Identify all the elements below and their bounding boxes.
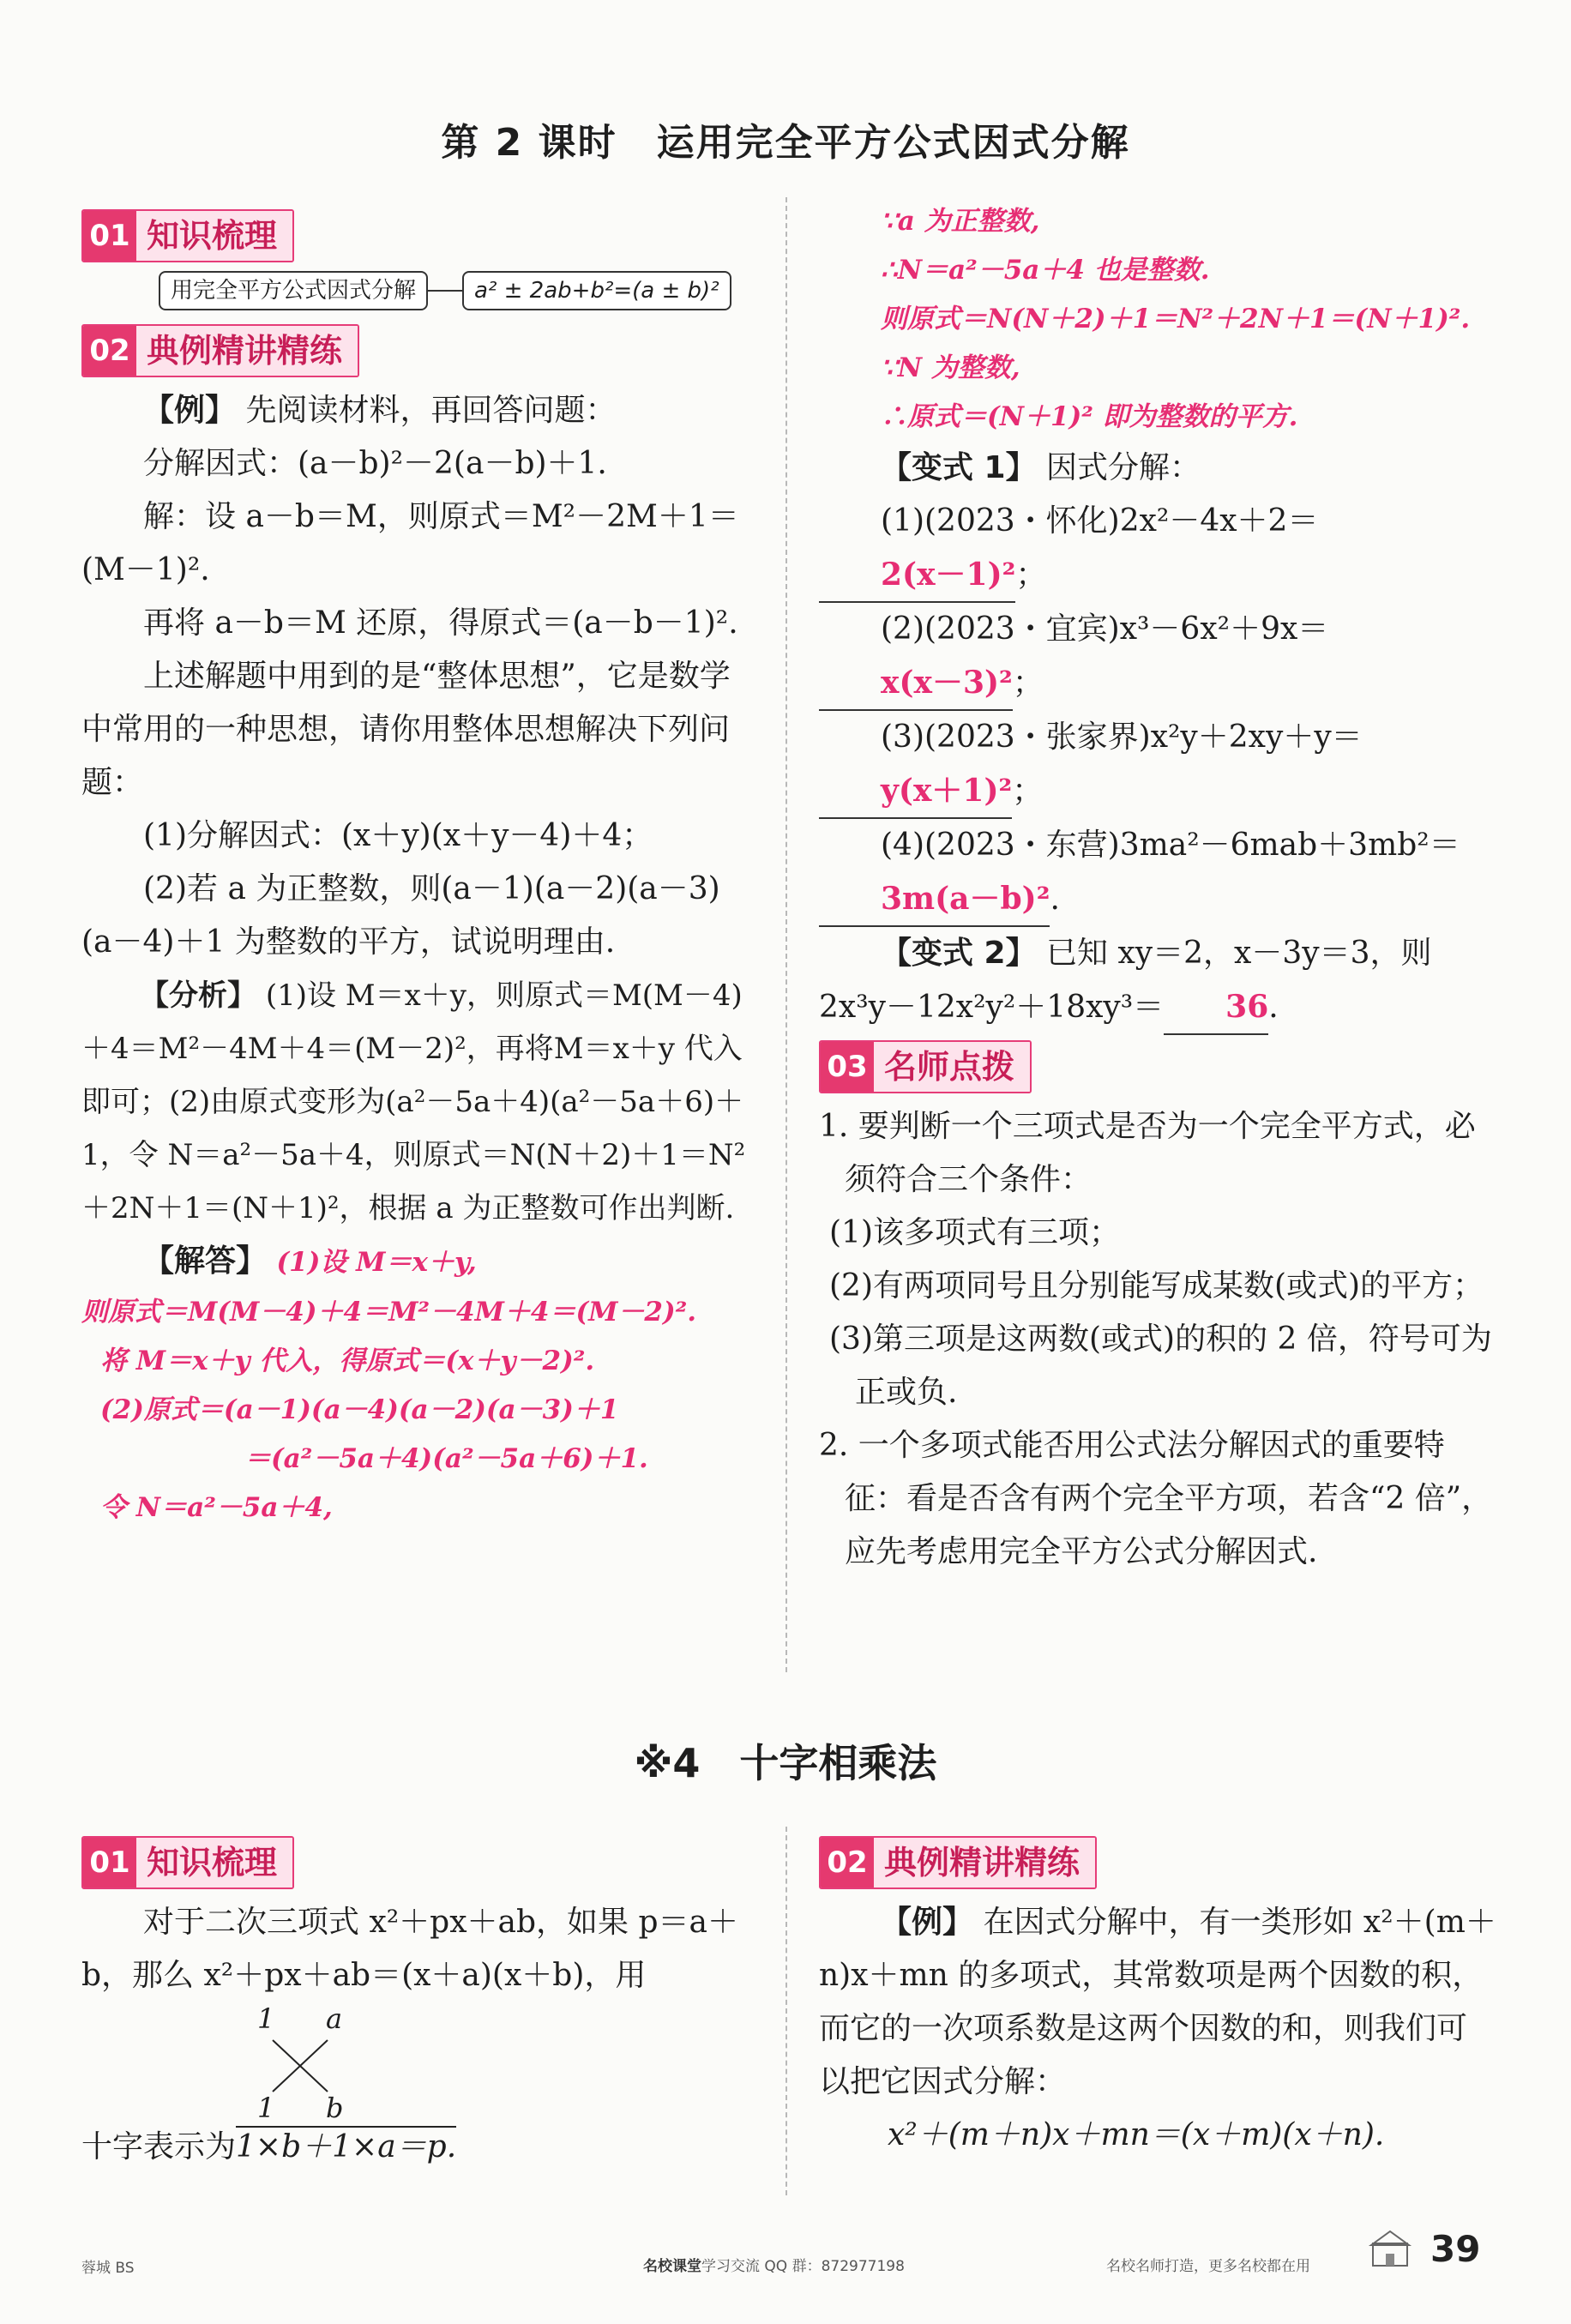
cross-diagram (257, 2002, 377, 2124)
footer-qq: 学习交流 QQ 群：872977198 (701, 2258, 905, 2275)
right-column (819, 197, 1496, 1579)
tip-condition: (1)该多项式有三项； (829, 1215, 1120, 1250)
section-tag-knowledge (81, 209, 294, 262)
variant-1-item-1: (1)(2023・怀化)2x²－4x＋2＝2(x－1)²； (819, 495, 1496, 603)
answer-blank: 3m(a－b)² (819, 872, 1050, 927)
tip-1: 1. 要判断一个三项式是否为一个完全平方式，必须符合三个条件： (819, 1109, 1476, 1197)
cross-bottom-left: 1 (257, 2092, 275, 2124)
page-title: 第 2 课时 运用完全平方公式因式分解 (441, 121, 1130, 165)
tip-conditions (819, 1207, 1496, 1419)
solution-line: 则原式＝M(M－4)＋4＝M²－4M＋4＝(M－2)². (81, 1297, 697, 1328)
solution-line: ＝(a²－5a＋4)(a²－5a＋6)＋1. (244, 1443, 648, 1474)
solution-line: (2)原式＝(a－1)(a－4)(a－2)(a－3)＋1 (100, 1394, 619, 1425)
section-name: 知识梳理 (136, 1838, 292, 1887)
column-divider (786, 197, 787, 1672)
left-column-bottom (81, 1831, 759, 2174)
question-1: (1)分解因式：(x＋y)(x＋y－4)＋4； (143, 818, 653, 853)
cross-bottom-right: b (326, 2092, 344, 2124)
answer-blank: 2(x－1)² (819, 548, 1015, 603)
answer-blank: y(x＋1)² (819, 764, 1012, 819)
answer-label: 【解答】 (143, 1243, 268, 1279)
left-column (81, 204, 750, 1532)
example-line: 分解因式：(a－b)²－2(a－b)＋1. (143, 446, 607, 481)
variant-1-label: 【变式 1】 (881, 450, 1037, 485)
section-tag-examples-2 (819, 1836, 1097, 1889)
example-intro-line (81, 384, 750, 437)
tips-list (819, 1100, 1496, 1579)
section-name: 名师点拨 (874, 1042, 1030, 1092)
variant-1-heading (819, 442, 1496, 495)
footer-brand: 名校课堂 (643, 2258, 701, 2275)
page-number: 39 (1430, 2228, 1481, 2270)
example-intro: 先阅读材料，再回答问题： (245, 393, 617, 428)
tip-condition: (2)有两项同号且分别能写成某数(或式)的平方； (829, 1268, 1484, 1303)
column-divider-lower (786, 1827, 787, 2195)
answer-heading (81, 1235, 750, 1288)
answer-blank: x(x－3)² (819, 656, 1013, 711)
example-label: 【例】 (143, 393, 237, 428)
section-name: 知识梳理 (136, 211, 292, 261)
section-tag-examples (81, 324, 359, 377)
section-number: 01 (83, 211, 136, 261)
variant-2-label: 【变式 2】 (881, 936, 1037, 971)
footer-center (643, 2254, 905, 2275)
analysis-paragraph (81, 969, 750, 1235)
section-name: 典例精讲精练 (136, 326, 358, 376)
knowledge-map (159, 271, 750, 310)
cross-method-text: 对于二次三项式 x²＋px＋ab，如果 p＝a＋b，那么 x²＋px＋ab＝(x＋a)(x＋b)，用 (81, 1905, 738, 1993)
section-number: 01 (83, 1838, 136, 1887)
example-line: 解：设 a－b＝M，则原式＝M²－2M＋1＝(M－1)². (81, 499, 739, 587)
tip-condition: (3)第三项是这两数(或式)的积的 2 倍，符号可为正或负. (829, 1322, 1492, 1410)
cross-top-left: 1 (257, 2002, 275, 2035)
section-number: 02 (83, 326, 136, 376)
section-number: 03 (821, 1042, 874, 1092)
variant-item-text: (2)(2023・宜宾)x³－6x²＋9x＝ (881, 611, 1329, 647)
solution-line: ∵a 为正整数, (881, 206, 1040, 237)
cross-label: 十字表示为 (81, 2129, 237, 2164)
variant-2-text: 已知 xy＝2，x－3y＝3，则 2x³y－12x²y²＋18xy³＝ (819, 936, 1432, 1025)
section-tag-tips (819, 1040, 1032, 1093)
variant-1-intro: 因式分解： (1046, 450, 1201, 485)
cross-lines-icon (257, 2002, 377, 2097)
cross-result-row (81, 2121, 456, 2174)
example-2-body: 在因式分解中，有一类形如 x²＋(m＋n)x＋mn 的多项式，其常数项是两个因数的积，而它的一次项系数是这两个因数的和，则我们可以把它因式分解： (819, 1905, 1496, 2099)
cross-diagram-row (81, 2002, 759, 2174)
knowledge-node-right: a² ± 2ab+b²=(a ± b)² (462, 271, 731, 310)
analysis-text: (1)设 M＝x＋y，则原式＝M(M－4)＋4＝M²－4M＋4＝(M－2)²，再将M＝x＋y 代入即可；(2)由原式变形为(a²－5a＋4)(a²－5a＋6)＋1，令 N＝a²－5a＋4，则原式＝N(N＋2)＋1＝N²＋2N＋1＝(N＋1)²，根据 a 为正整数可作出判断. (81, 978, 746, 1225)
section-name: 典例精讲精练 (874, 1838, 1095, 1887)
solution-line: 将 M＝x＋y 代入，得原式＝(x＋y－2)². (100, 1346, 595, 1376)
example-line: 上述解题中用到的是“整体思想”，它是数学中常用的一种思想，请你用整体思想解决下列问题： (81, 659, 731, 800)
cross-result: 1×b＋1×a＝p. (236, 2126, 456, 2164)
knowledge-node-left: 用完全平方公式因式分解 (159, 271, 428, 310)
solution-line: ∴N＝a²－5a＋4 也是整数. (881, 255, 1210, 286)
variant-item-text: (3)(2023・张家界)x²y＋2xy＋y＝ (881, 719, 1363, 755)
tip-2: 2. 一个多项式能否用公式法分解因式的重要特征：看是否含有两个完全平方项，若含“2 倍”，应先考虑用完全平方公式分解因式. (819, 1428, 1493, 1569)
variant-1-item-2: (2)(2023・宜宾)x³－6x²＋9x＝x(x－3)²； (819, 603, 1496, 711)
footer-left: 蓉城 BS (81, 2260, 135, 2277)
right-column-bottom (819, 1831, 1496, 2162)
solution-line: ∵N 为整数, (881, 352, 1020, 383)
section-tag-knowledge-2 (81, 1836, 294, 1889)
variant-2: 【变式 2】 已知 xy＝2，x－3y＝3，则 2x³y－12x²y²＋18xy³＝ 36. (819, 927, 1496, 1035)
school-logo-icon (1368, 2228, 1412, 2273)
example-line: 再将 a－b＝M 还原，得原式＝(a－b－1)². (143, 605, 738, 641)
footer-right: 名校名师打造，更多名校都在用 (1106, 2258, 1310, 2275)
variant-item-text: (1)(2023・怀化)2x²－4x＋2＝ (881, 503, 1319, 539)
answer-blank: 36 (1164, 980, 1268, 1035)
question-2: (2)若 a 为正整数，则(a－1)(a－2)(a－3)(a－4)＋1 为整数的平方，试说明理由. (81, 871, 720, 960)
solution-line: 则原式＝N(N＋2)＋1＝N²＋2N＋1＝(N＋1)². (881, 304, 1471, 334)
solution-line: 令 N＝a²－5a＋4, (100, 1492, 333, 1523)
section-4-title: ※4 十字相乘法 (634, 1740, 937, 1786)
section-number: 02 (821, 1838, 874, 1887)
example-2-text (819, 1896, 1496, 2109)
variant-1-item-3: (3)(2023・张家界)x²y＋2xy＋y＝y(x＋1)²； (819, 711, 1496, 819)
variant-item-text: (4)(2023・东营)3ma²－6mab＋3mb²＝ (881, 828, 1460, 863)
cross-top-right: a (326, 2002, 343, 2035)
example-label: 【例】 (881, 1905, 974, 1940)
analysis-label: 【分析】 (140, 978, 256, 1013)
connector-line (428, 290, 462, 292)
example-2-formula: x²＋(m＋n)x＋mn＝(x＋m)(x＋n). (888, 2117, 1385, 2152)
variant-1-item-4: (4)(2023・东营)3ma²－6mab＋3mb²＝3m(a－b)². (819, 819, 1496, 927)
solution-line: ∴原式＝(N＋1)² 即为整数的平方. (881, 401, 1298, 432)
solution-line: (1)设 M＝x＋y, (276, 1247, 477, 1278)
